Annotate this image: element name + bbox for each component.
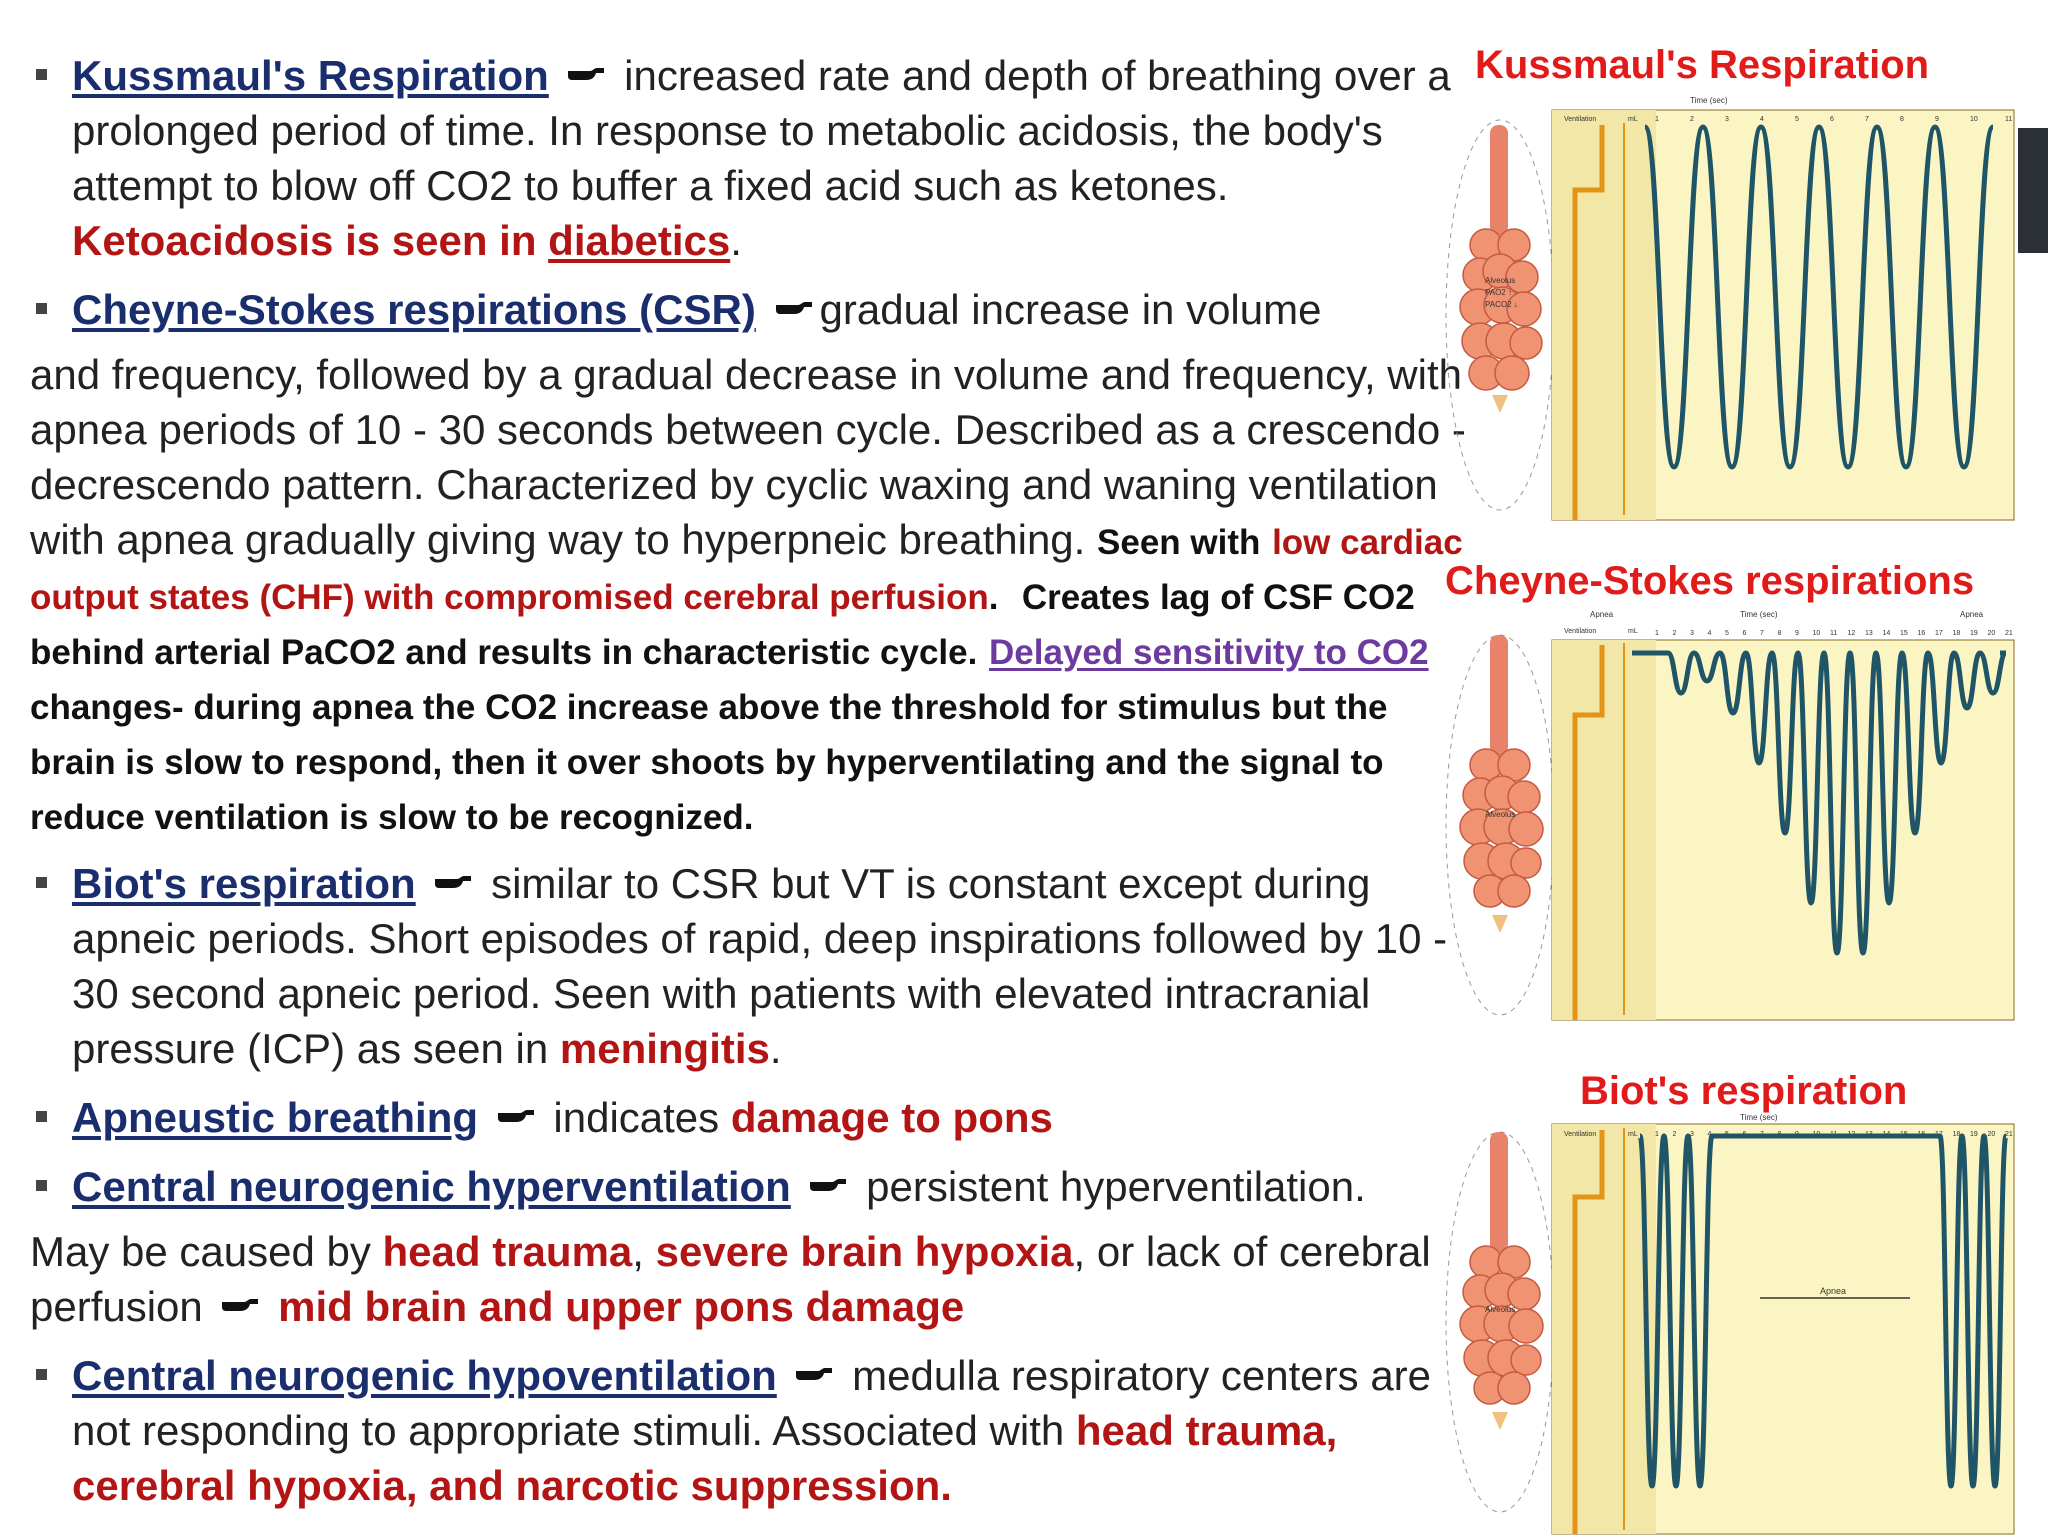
brain-hypoxia-text: severe brain hypoxia xyxy=(655,1228,1074,1275)
time-tick-label: 1 xyxy=(1655,630,1659,637)
time-tick-label: 6 xyxy=(1742,630,1747,637)
time-tick-label: 7 xyxy=(1760,630,1764,637)
cnh-hyper-body: persistent hyperventilation. xyxy=(866,1163,1366,1210)
time-tick-label: 2 xyxy=(1672,1131,1677,1138)
csr-bold-tail: changes- during apnea the CO2 increase above the threshold for stimulus but the brain is slow to respond, then it over shoots by hyperventilating and the signal to reduce ventilation is slow to be recognized. xyxy=(30,688,1388,837)
ventilation-header: Ventilation xyxy=(1564,1131,1597,1138)
time-tick-label: 10 xyxy=(1812,1131,1821,1138)
time-tick-label: 1 xyxy=(1655,1131,1659,1138)
time-tick-label: 6 xyxy=(1830,116,1834,123)
time-tick-label: 10 xyxy=(1812,630,1821,637)
time-tick-label: 19 xyxy=(1970,1131,1978,1138)
time-tick-label: 20 xyxy=(1987,1131,1996,1138)
cnh-hypo-body: medulla respiratory centers are not responding to appropriate stimuli. Associated with xyxy=(72,1352,1432,1454)
time-tick-label: 6 xyxy=(1742,1131,1747,1138)
pointing-hand-icon xyxy=(774,299,814,319)
time-tick-label: 11 xyxy=(1830,1131,1838,1138)
biot-end: . xyxy=(769,1025,782,1072)
time-tick-label: 8 xyxy=(1777,1131,1782,1138)
kussmaul-body: increased rate and depth of breathing over a prolonged period of time. In response to metabolic acidosis, the body's attempt to blow off CO2 to buffer a fixed acid such as ketones. xyxy=(72,52,1451,209)
ventilation-header: Ventilation xyxy=(1564,628,1597,635)
csr-body-first: gradual increase in volume xyxy=(819,286,1322,333)
cnh-hyper-continuation xyxy=(30,1224,1470,1334)
cnh-hypo-item xyxy=(30,1348,1470,1513)
time-tick-label: 13 xyxy=(1865,1131,1873,1138)
time-tick-label: 17 xyxy=(1935,630,1943,637)
time-tick-label: 18 xyxy=(1952,1131,1961,1138)
apneustic-item xyxy=(30,1090,1470,1145)
pointing-hand-icon xyxy=(433,873,473,893)
cnh-hyper-item xyxy=(30,1159,1470,1214)
time-tick-label: 18 xyxy=(1952,630,1961,637)
time-tick-label: 16 xyxy=(1917,1131,1926,1138)
csr-body-rest: and frequency, followed by a gradual decrease in volume and frequency, with apnea periods of 10 - 30 seconds between cycle. Described as a crescendo - decrescendo pattern. Characterized by cyclic waxing and waning ventilation with apnea gradually giving way to hyperpneic breathing. xyxy=(30,351,1466,563)
ventilation-header: Ventilation xyxy=(1564,116,1597,123)
time-tick-label: 3 xyxy=(1725,116,1729,123)
ml-header: mL xyxy=(1628,116,1638,123)
time-label: Time (sec) xyxy=(1740,1113,1778,1122)
cnh-hyper-heading[interactable]: Central neurogenic hyperventilation xyxy=(72,1163,791,1210)
time-tick-label: 21 xyxy=(2005,1131,2013,1138)
apneustic-red-text: damage to pons xyxy=(730,1094,1053,1141)
slide-text xyxy=(30,48,1470,1513)
biot-heading[interactable]: Biot's respiration xyxy=(72,860,416,907)
time-tick-label: 17 xyxy=(1935,1131,1943,1138)
time-tick-label: 7 xyxy=(1865,116,1869,123)
delayed-sensitivity-link[interactable]: Delayed sensitivity to CO2 xyxy=(989,633,1429,672)
cnh-hyper-line2b: , or lack of cerebral perfusion xyxy=(30,1228,1431,1330)
time-tick-label: 1 xyxy=(1655,116,1659,123)
bullet-square-icon xyxy=(36,1369,47,1380)
csr-diagram-title: Cheyne-Stokes respirations xyxy=(1445,559,1975,603)
pointing-hand-icon xyxy=(220,1296,260,1316)
time-tick-label: 2 xyxy=(1690,116,1694,123)
pointing-hand-icon xyxy=(794,1365,834,1385)
time-tick-label: 11 xyxy=(1830,630,1838,637)
apneustic-heading[interactable]: Apneustic breathing xyxy=(72,1094,479,1141)
pao2-label: PAO2 ↑ xyxy=(1485,288,1512,297)
time-tick-label: 14 xyxy=(1882,630,1891,637)
time-tick-label: 4 xyxy=(1707,1131,1712,1138)
time-tick-label: 21 xyxy=(2005,630,2013,637)
time-tick-label: 9 xyxy=(1795,630,1799,637)
kussmaul-item xyxy=(30,48,1470,268)
cnh-hyper-line2a: May be caused by xyxy=(30,1228,383,1275)
alveolus-label: Alveolus xyxy=(1485,810,1516,819)
csr-creates-lag: Creates lag of CSF CO2 behind arterial PaCO2 and results in characteristic cycle. xyxy=(30,578,1415,672)
alveolus-label: Alveolus xyxy=(1485,276,1516,285)
ml-header: mL xyxy=(1628,1131,1638,1138)
time-tick-label: 15 xyxy=(1900,1131,1908,1138)
pointing-hand-icon xyxy=(566,65,606,85)
pointing-hand-icon xyxy=(808,1176,848,1196)
time-tick-label: 14 xyxy=(1882,1131,1891,1138)
time-label: Time (sec) xyxy=(1740,610,1778,619)
bullet-square-icon xyxy=(36,1111,47,1122)
time-tick-label: 9 xyxy=(1795,1131,1799,1138)
bullet-square-icon xyxy=(36,69,47,80)
biot-diagram-title: Biot's respiration xyxy=(1580,1069,1908,1113)
time-tick-label: 2 xyxy=(1672,630,1677,637)
kussmaul-end: . xyxy=(730,217,742,264)
biot-red-text: meningitis xyxy=(559,1025,770,1072)
time-tick-label: 11 xyxy=(2005,116,2013,123)
time-tick-label: 16 xyxy=(1917,630,1926,637)
bullet-square-icon xyxy=(36,1180,47,1191)
time-tick-label: 5 xyxy=(1795,116,1799,123)
time-tick-label: 12 xyxy=(1847,1131,1856,1138)
pointing-hand-icon xyxy=(496,1107,536,1127)
csr-heading[interactable]: Cheyne-Stokes respirations (CSR) xyxy=(72,286,756,333)
time-tick-label: 10 xyxy=(1970,116,1978,123)
time-tick-label: 5 xyxy=(1725,1131,1729,1138)
time-tick-label: 13 xyxy=(1865,630,1873,637)
kussmaul-diagram xyxy=(1440,95,2020,525)
csr-seen-with: Seen with xyxy=(1097,523,1261,562)
apnea-label: Apnea xyxy=(1960,610,1984,619)
time-tick-label: 9 xyxy=(1935,116,1939,123)
time-tick-label: 8 xyxy=(1900,116,1904,123)
time-tick-label: 4 xyxy=(1760,116,1764,123)
time-tick-label: 3 xyxy=(1690,630,1694,637)
kussmaul-heading[interactable]: Kussmaul's Respiration xyxy=(72,52,549,99)
time-tick-label: 8 xyxy=(1777,630,1782,637)
apneustic-body: indicates xyxy=(553,1094,720,1141)
cnh-hypo-heading[interactable]: Central neurogenic hypoventilation xyxy=(72,1352,777,1399)
biot-item xyxy=(30,856,1470,1076)
time-tick-label: 4 xyxy=(1707,630,1712,637)
head-trauma-text: head trauma xyxy=(382,1228,633,1275)
bullet-square-icon xyxy=(36,303,47,314)
csr-end: . xyxy=(988,578,999,617)
csr-diagram xyxy=(1440,605,2020,1025)
slide-edge-tab xyxy=(2018,128,2048,253)
diabetics-link[interactable]: diabetics xyxy=(548,217,731,264)
lung-illustration xyxy=(1446,1132,1554,1512)
apnea-label: Apnea xyxy=(1590,610,1614,619)
biot-body: similar to CSR but VT is constant except during apneic periods. Short episodes of rapid, deep inspirations followed by 10 - 30 second apneic period. Seen with patients with elevated intracranial pressure (ICP) as seen in xyxy=(72,860,1448,1072)
biot-diagram xyxy=(1440,1112,2020,1536)
time-tick-label: 20 xyxy=(1987,630,1996,637)
csr-continuation xyxy=(30,347,1470,842)
ml-header: mL xyxy=(1628,628,1638,635)
lung-illustration xyxy=(1446,635,1554,1015)
time-tick-label: 19 xyxy=(1970,630,1978,637)
csr-red-text: low cardiac output states (CHF) with compromised cerebral perfusion xyxy=(30,523,1463,617)
kussmaul-red-text: Ketoacidosis is seen in xyxy=(72,217,549,264)
pons-damage-text: mid brain and upper pons damage xyxy=(278,1283,965,1330)
time-label: Time (sec) xyxy=(1690,96,1728,105)
time-tick-label: 15 xyxy=(1900,630,1908,637)
apnea-label: Apnea xyxy=(1820,1286,1847,1296)
time-tick-label: 12 xyxy=(1847,630,1856,637)
kussmaul-diagram-title: Kussmaul's Respiration xyxy=(1475,43,1930,87)
paco2-label: PACO2 ↓ xyxy=(1485,300,1518,309)
time-tick-label: 5 xyxy=(1725,630,1729,637)
bullet-square-icon xyxy=(36,877,47,888)
alveolus-label: Alveolus xyxy=(1485,1305,1516,1314)
time-tick-label: 3 xyxy=(1690,1131,1694,1138)
tick-labels xyxy=(1655,630,2013,637)
lung-illustration xyxy=(1446,120,1554,510)
time-tick-label: 7 xyxy=(1760,1131,1764,1138)
csr-item xyxy=(30,282,1470,337)
cnh-sep: , xyxy=(632,1228,656,1275)
cnh-hypo-red-text: head trauma, cerebral hypoxia, and narcotic suppression. xyxy=(72,1407,1338,1509)
